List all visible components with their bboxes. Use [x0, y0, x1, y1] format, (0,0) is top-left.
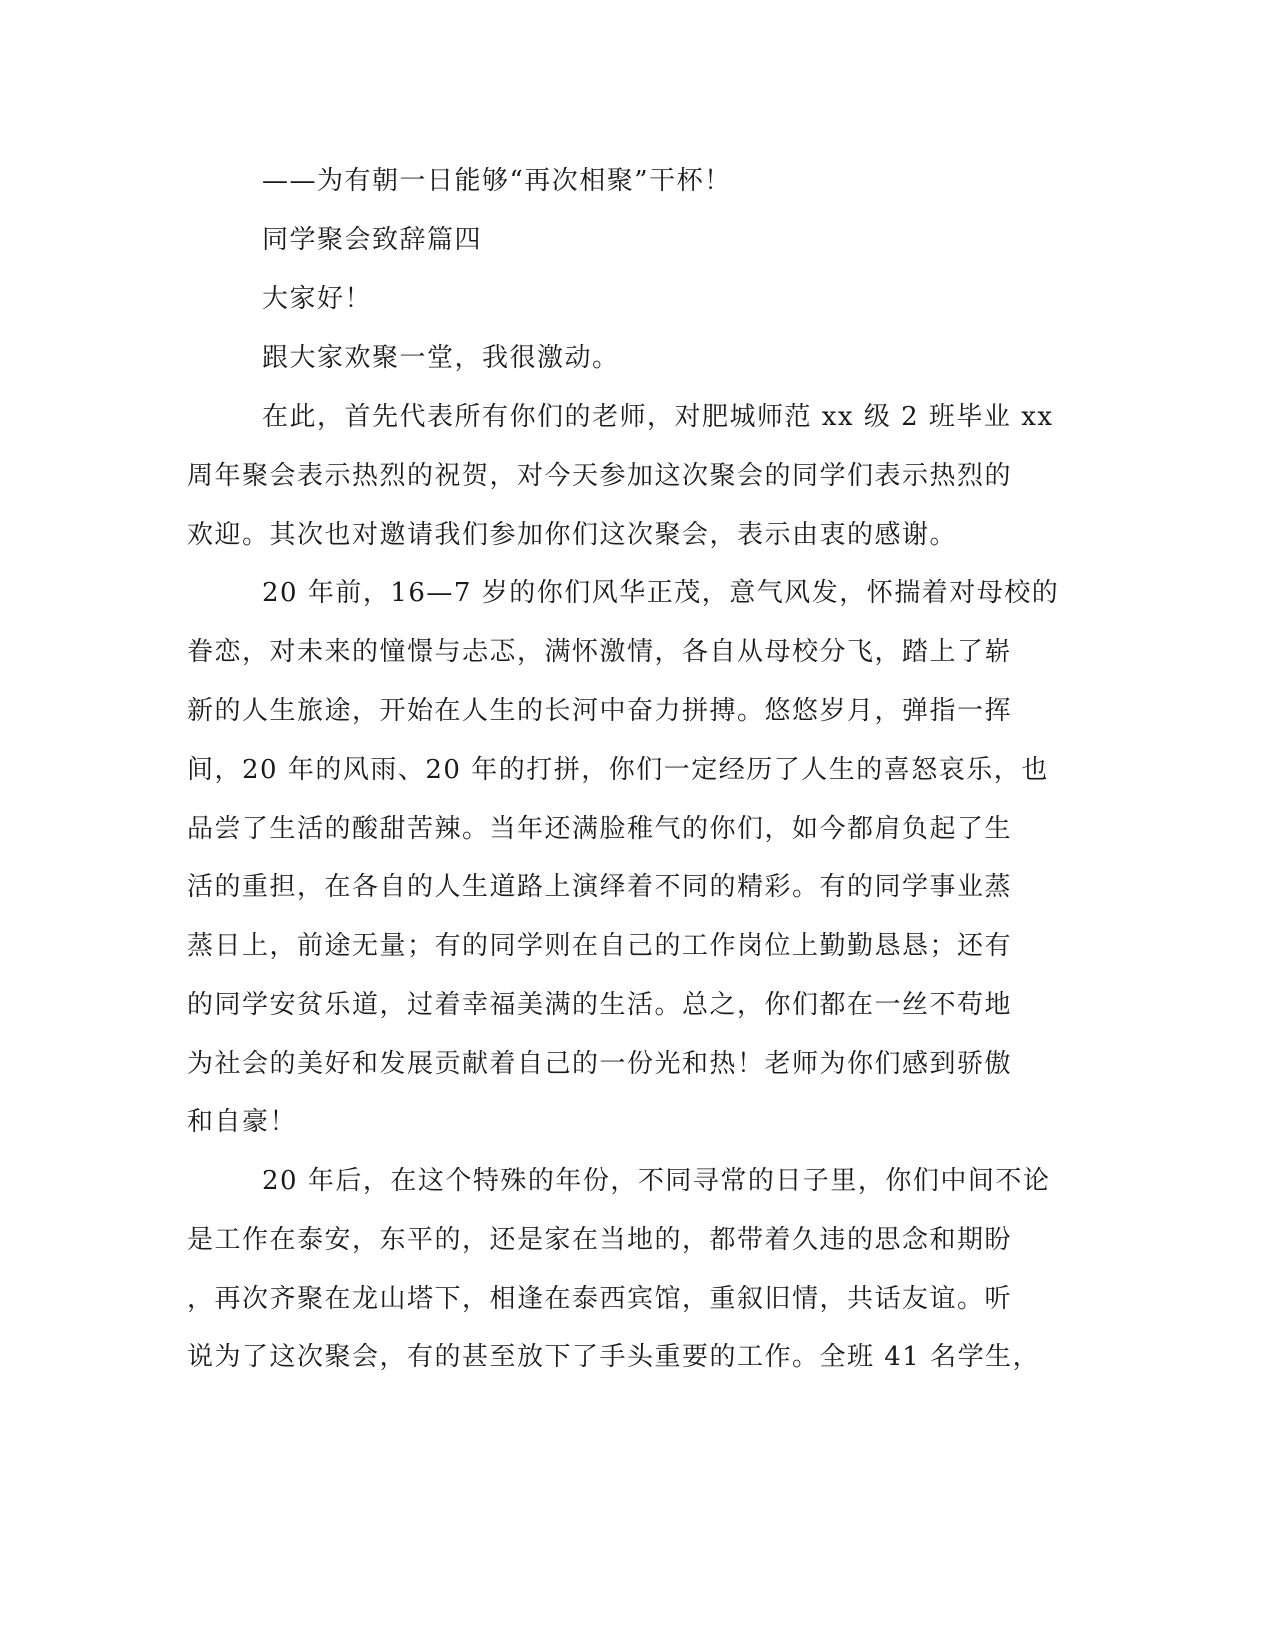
paragraph-line: 为社会的美好和发展贡献着自己的一份光和热！老师为你们感到骄傲: [187, 1049, 1013, 1079]
paragraph-line: 欢迎。其次也对邀请我们参加你们这次聚会，表示由衷的感谢。: [187, 520, 958, 550]
paragraph-line: 说为了这次聚会，有的甚至放下了手头重要的工作。全班 41 名学生，: [187, 1342, 1041, 1372]
paragraph-line: 和自豪！: [187, 1107, 298, 1137]
paragraph-line: 蒸日上，前途无量；有的同学则在自己的工作岗位上勤勤恳恳；还有: [187, 931, 1013, 961]
paragraph-line: 20 年前，16—7 岁的你们风华正茂，意气风发，怀揣着对母校的: [262, 578, 1060, 608]
paragraph-line: 是工作在泰安，东平的，还是家在当地的，都带着久违的思念和期盼: [187, 1225, 1013, 1255]
section-heading: 同学聚会致辞篇四: [262, 225, 483, 255]
paragraph-line: 眷恋，对未来的憧憬与忐忑，满怀激情，各自从母校分飞，踏上了崭: [187, 637, 1013, 667]
paragraph-line: 的同学安贫乐道，过着幸福美满的生活。总之，你们都在一丝不苟地: [187, 990, 1013, 1020]
paragraph-line: 间，20 年的风雨、20 年的打拼，你们一定经历了人生的喜怒哀乐，也: [187, 755, 1049, 785]
paragraph-line: 跟大家欢聚一堂，我很激动。: [262, 343, 620, 373]
paragraph-line: 品尝了生活的酸甜苦辣。当年还满脸稚气的你们，如今都肩负起了生: [187, 814, 1013, 844]
paragraph-line: 在此，首先代表所有你们的老师，对肥城师范 xx 级 2 班毕业 xx: [262, 402, 1054, 432]
greeting-line: 大家好！: [262, 284, 373, 314]
paragraph-line: 周年聚会表示热烈的祝贺，对今天参加这次聚会的同学们表示热烈的: [187, 461, 1013, 491]
paragraph-line: 新的人生旅途，开始在人生的长河中奋力拼搏。悠悠岁月，弹指一挥: [187, 696, 1013, 726]
closing-toast-line: ——为有朝一日能够“再次相聚”干杯！: [262, 166, 732, 196]
paragraph-line: ，再次齐聚在龙山塔下，相逢在泰西宾馆，重叙旧情，共话友谊。听: [187, 1284, 1013, 1314]
paragraph-line: 活的重担，在各自的人生道路上演绎着不同的精彩。有的同学事业蒸: [187, 872, 1013, 902]
paragraph-line: 20 年后，在这个特殊的年份，不同寻常的日子里，你们中间不论: [262, 1166, 1051, 1196]
